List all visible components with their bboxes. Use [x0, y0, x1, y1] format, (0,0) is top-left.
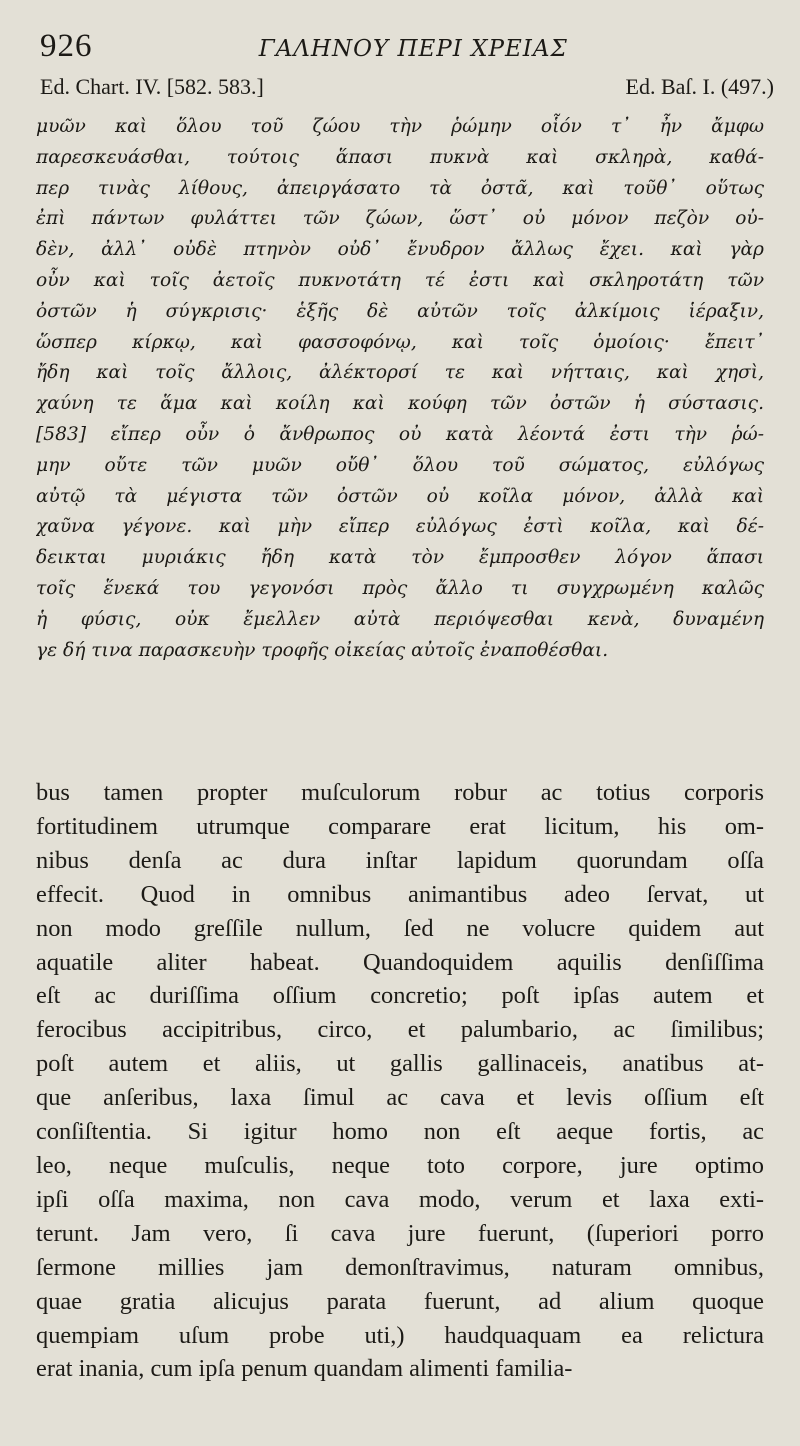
greek-text-line: ἡ φύσις, οὐκ ἔμελλεν αὐτὰ περιόψεσθαι κενὰ, δυναμένη: [36, 608, 764, 630]
greek-text-line: παρεσκευάσθαι, τούτοις ἅπασι πυκνὰ καὶ σκληρὰ, καθά-: [36, 146, 764, 168]
latin-text-line: ipſi oſſa maxima, non cava modo, verum et laxa exti-: [36, 1185, 764, 1213]
latin-text-line: quae gratia alicujus parata fuerunt, ad alium quoque: [36, 1287, 764, 1315]
greek-text-block: [36, 112, 764, 666]
greek-text-line: ὥσπερ κίρκῳ, καὶ φασσοφόνῳ, καὶ τοῖς ὁμοίοις· ἔπειτ᾽: [36, 331, 764, 353]
greek-text-line: δεικται μυριάκις ἤδη κατὰ τὸν ἔμπροσθεν λόγον ἅπασι: [36, 547, 764, 569]
latin-text-line: conſiſtentia. Si igitur homo non eſt aeque fortis, ac: [36, 1118, 764, 1146]
running-title: ΓΑΛΗΝΟΥ ΠΕΡΙ ΧΡΕΙΑΣ: [258, 36, 568, 62]
latin-text-line: eſt ac duriſſima oſſium concretio; poſt ipſas autem et: [36, 982, 764, 1010]
greek-text-line: ἐπὶ πάντων φυλάττει τῶν ζώων, ὥστ᾽ οὐ μόνον πεζὸν οὐ-: [36, 208, 764, 230]
latin-text-line: quempiam uſum probe uti,) haudquaquam ea relictura: [36, 1321, 764, 1349]
latin-text-line: que anſeribus, laxa ſimul ac cava et levis oſſium eſt: [36, 1084, 764, 1112]
latin-text-line: terunt. Jam vero, ſi cava jure fuerunt, (ſuperiori porro: [36, 1219, 764, 1247]
edition-reference-left: Ed. Chart. IV. [582. 583.]: [40, 74, 264, 99]
greek-text-line: οὖν καὶ τοῖς ἀετοῖς πυκνοτάτη τέ ἐστι καὶ σκληροτάτη τῶν: [36, 269, 764, 291]
latin-text-line: nibus denſa ac dura inſtar lapidum quorundam oſſa: [36, 846, 764, 874]
greek-text-line: μην οὔτε τῶν μυῶν οὔθ᾽ ὅλου τοῦ σώματος, εὐλόγως: [36, 454, 764, 476]
latin-text-line: ferocibus accipitribus, circo, et palumbario, ac ſimilibus;: [36, 1016, 764, 1044]
greek-text-line: μυῶν καὶ ὅλου τοῦ ζώου τὴν ῥώμην οἷόν τ᾽ ἦν ἄμφω: [36, 116, 764, 137]
latin-text-line: leo, neque muſculis, neque toto corpore, jure optimo: [36, 1151, 764, 1179]
greek-text-line: γε δή τινα παρασκευὴν τροφῆς οἰκείας αὐτοῖς ἐναποθέσθαι.: [36, 639, 609, 661]
greek-text-line: αὐτῷ τὰ μέγιστα τῶν ὀστῶν οὐ κοῖλα μόνον, ἀλλὰ καὶ: [36, 485, 764, 507]
greek-text-line: χαῦνα γέγονε. καὶ μὴν εἴπερ εὐλόγως ἐστὶ κοῖλα, καὶ δέ-: [36, 516, 764, 538]
greek-text-line: περ τινὰς λίθους, ἀπειργάσατο τὰ ὀστᾶ, καὶ τοῦθ᾽ οὕτως: [36, 177, 764, 199]
edition-references: [40, 74, 774, 104]
latin-text-block: [36, 776, 764, 1386]
latin-text-line: ſermone millies jam demonſtravimus, naturam omnibus,: [36, 1253, 764, 1281]
page-number: 926: [40, 28, 93, 64]
latin-text-line: aquatile aliter habeat. Quandoquidem aquilis denſiſſima: [36, 948, 764, 976]
latin-text-line: poſt autem et aliis, ut gallis gallinaceis, anatibus at-: [36, 1050, 764, 1078]
greek-text-line: δὲν, ἀλλ᾽ οὐδὲ πτηνὸν οὐδ᾽ ἔνυδρον ἄλλως ἔχει. καὶ γὰρ: [36, 239, 764, 261]
latin-text-line: non modo greſſile nullum, ſed ne volucre quidem aut: [36, 914, 764, 942]
edition-reference-right: Ed. Baſ. I. (497.): [625, 74, 774, 99]
greek-text-line: τοῖς ἕνεκά του γεγονόσι πρὸς ἄλλο τι συγχρωμένη καλῶς: [36, 577, 764, 599]
latin-text-line: bus tamen propter muſculorum robur ac totius corporis: [36, 779, 764, 806]
latin-text-line: fortitudinem utrumque comparare erat licitum, his om-: [36, 812, 764, 840]
page-header: [40, 28, 764, 68]
greek-text-line: ὀστῶν ἡ σύγκρισις· ἑξῆς δὲ αὐτῶν τοῖς ἀλκίμοις ἱέραξιν,: [36, 300, 764, 322]
greek-text-line: ἤδη καὶ τοῖς ἄλλοις, ἀλέκτορσί τε καὶ νήτταις, καὶ χησὶ,: [36, 362, 764, 384]
latin-text-line: effecit. Quod in omnibus animantibus adeo ſervat, ut: [36, 880, 764, 908]
latin-text-line: erat inania, cum ipſa penum quandam alimenti familia-: [36, 1355, 573, 1383]
greek-text-line: [583] εἴπερ οὖν ὁ ἄνθρωπος οὐ κατὰ λέοντά ἐστι τὴν ῥώ-: [36, 423, 764, 445]
greek-text-line: χαύνη τε ἅμα καὶ κοίλη καὶ κούφη τῶν ὀστῶν ἡ σύστασις.: [36, 393, 764, 415]
